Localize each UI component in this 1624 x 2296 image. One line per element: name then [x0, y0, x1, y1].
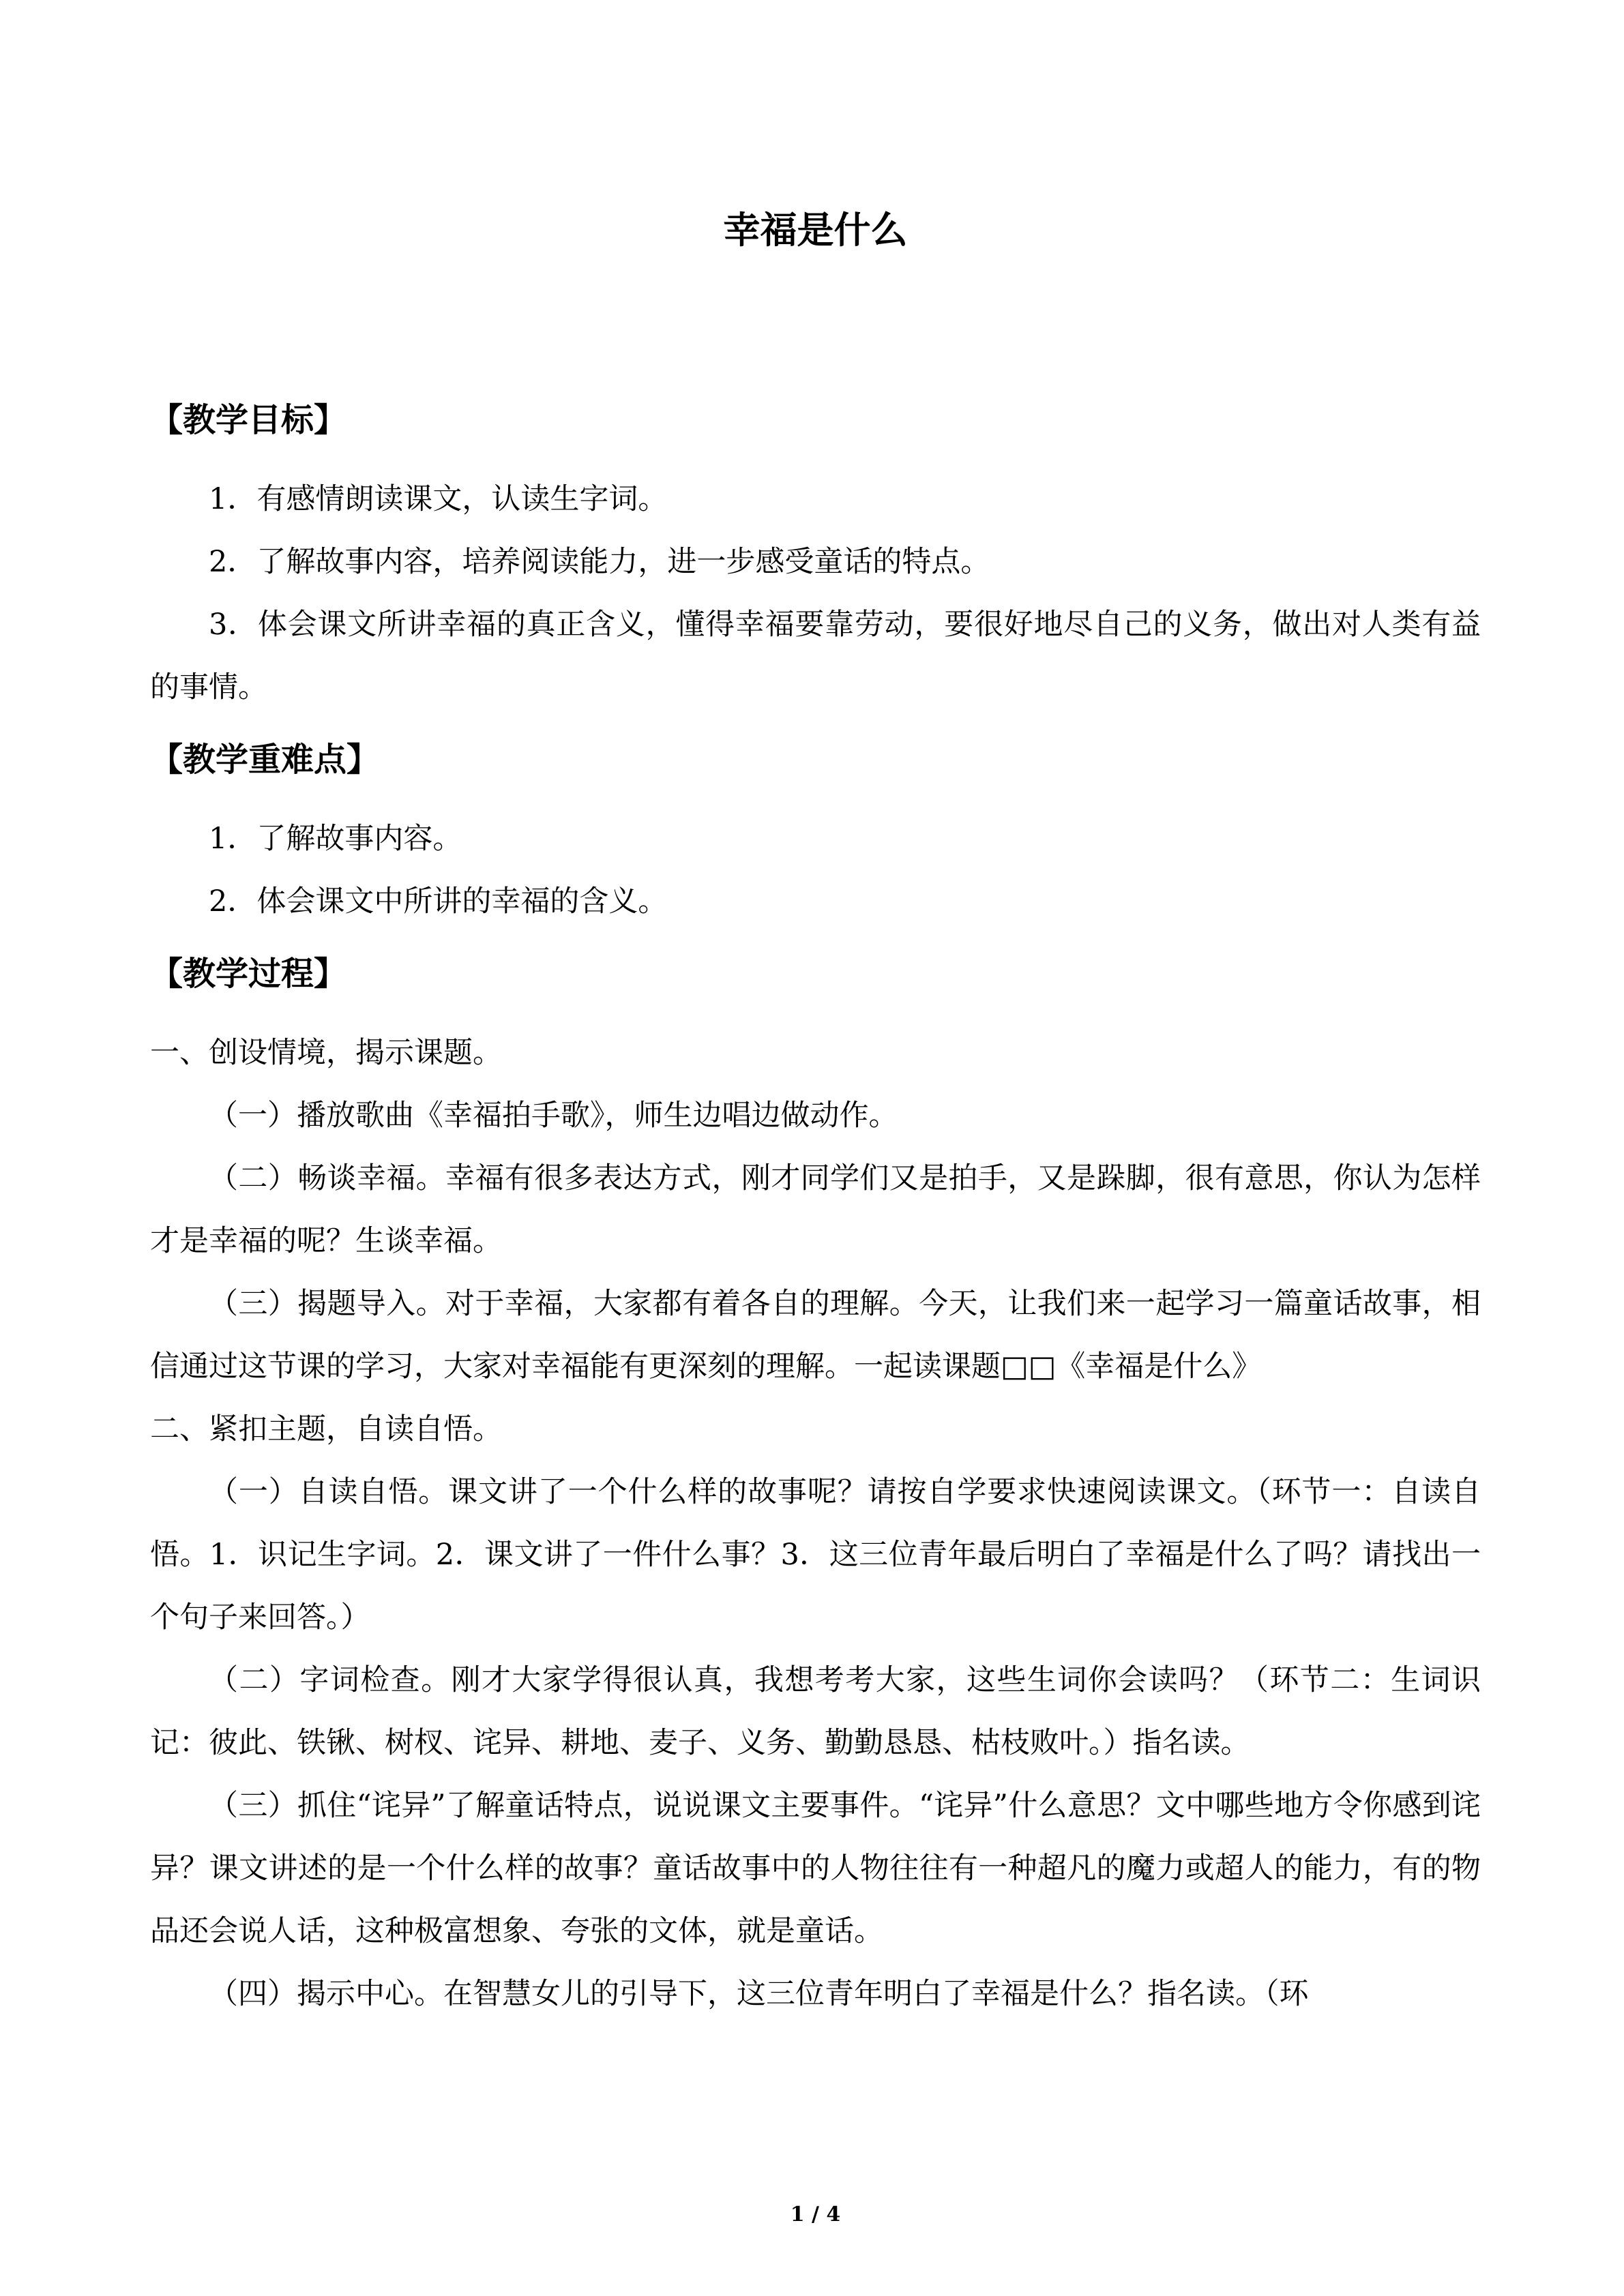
document-body [150, 386, 1481, 2025]
goal-item: 3．体会课文所讲幸福的真正含义，懂得幸福要靠劳动，要很好地尽自己的义务，做出对人类有益的事情。 [150, 608, 1481, 704]
section-heading-key-points: 【教学重难点】 [150, 741, 380, 779]
process-paragraph: （一）自读自悟。课文讲了一个什么样的故事呢？请按自学要求快速阅读课文。（环节一：自读自悟。1．识记生字词。2．课文讲了一件什么事？3．这三位青年最后明白了幸福是什么了吗？请找出一个句子来回答。） [150, 1475, 1481, 1635]
key-point-item: 2．体会课文中所讲的幸福的含义。 [209, 884, 668, 919]
process-paragraph: （三）揭题导入。对于幸福，大家都有着各自的理解。今天，让我们来一起学习一篇童话故事，相信通过这节课的学习，大家对幸福能有更深刻的理解。一起读课题□□《幸福是什么》 [150, 1287, 1481, 1384]
process-paragraph: （二）畅谈幸福。幸福有很多表达方式，刚才同学们又是拍手，又是跺脚，很有意思，你认为怎样才是幸福的呢？生谈幸福。 [150, 1161, 1481, 1258]
section-heading-process: 【教学过程】 [150, 955, 347, 993]
goal-item: 2．了解故事内容，培养阅读能力，进一步感受童话的特点。 [209, 545, 990, 579]
process-body [150, 1022, 1481, 2025]
page-number: 1 / 4 [790, 2203, 841, 2226]
document-title: 幸福是什么 [723, 208, 908, 252]
process-paragraph: （四）揭示中心。在智慧女儿的引导下，这三位青年明白了幸福是什么？指名读。（环 [209, 1977, 1309, 2011]
goal-item: 1．有感情朗读课文，认读生字词。 [209, 482, 668, 516]
process-part-title: 一、创设情境，揭示课题。 [150, 1036, 502, 1070]
section-heading-goals: 【教学目标】 [150, 401, 347, 439]
goals-list [150, 468, 1481, 719]
key-point-item: 1．了解故事内容。 [209, 822, 462, 856]
process-paragraph: （一）播放歌曲《幸福拍手歌》，师生边唱边做动作。 [209, 1099, 898, 1133]
process-paragraph: （二）字词检查。刚才大家学得很认真，我想考考大家，这些生词你会读吗？（环节二：生词识记：彼此、铁锹、树杈、诧异、耕地、麦子、义务、勤勤恳恳、枯枝败叶。）指名读。 [150, 1663, 1481, 1760]
process-paragraph: （三）抓住“诧异”了解童话特点，说说课文主要事件。“诧异”什么意思？文中哪些地方令你感到诧异？课文讲述的是一个什么样的故事？童话故事中的人物往往有一种超凡的魔力或超人的能力，有的物品还会说人话，这种极富想象、夸张的文体，就是童话。 [150, 1789, 1481, 1948]
process-part-title: 二、紧扣主题，自读自悟。 [150, 1412, 502, 1446]
key-points-list [150, 807, 1481, 933]
document-page [150, 0, 1481, 2296]
